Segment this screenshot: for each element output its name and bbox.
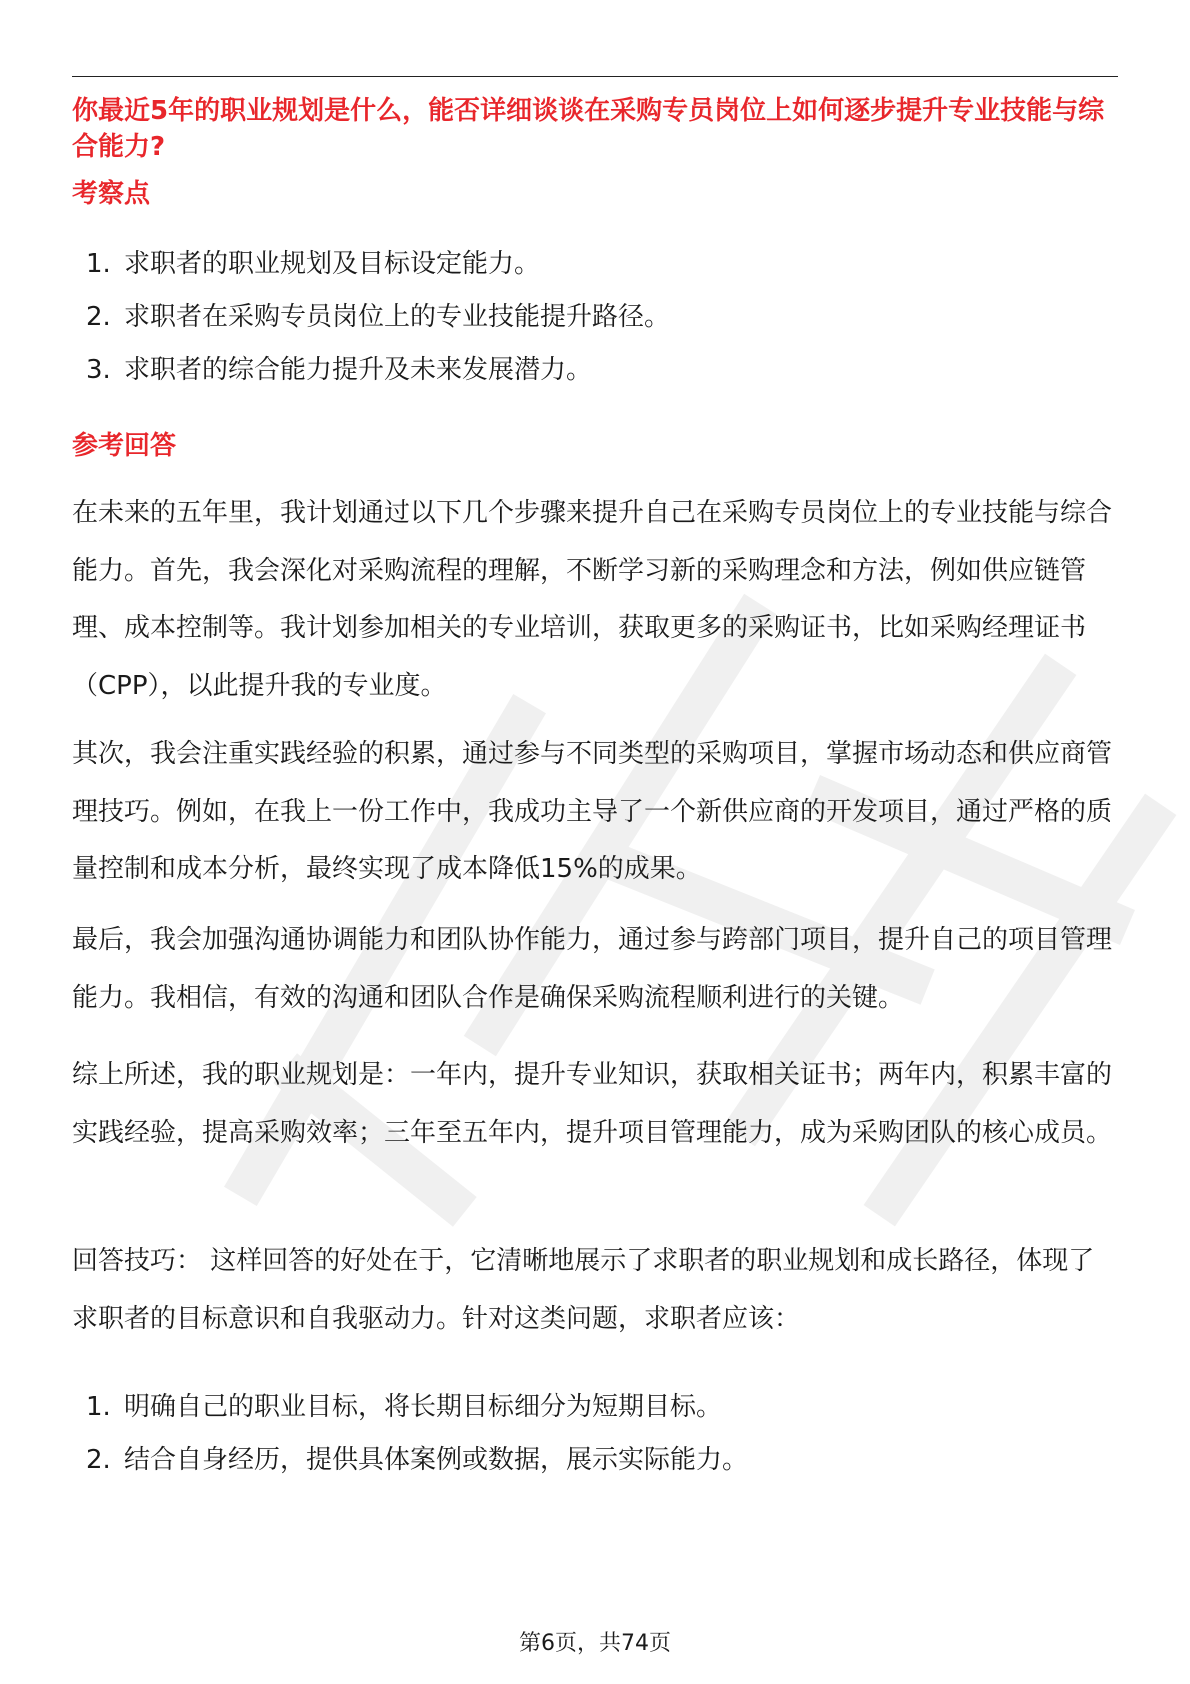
points-list <box>72 246 1118 388</box>
list-item <box>72 1389 1118 1425</box>
list-item <box>72 299 1118 335</box>
page-footer: 第6页，共74页 <box>519 1631 671 1656</box>
list-number: 1. <box>86 249 111 279</box>
list-number: 1. <box>86 1392 111 1422</box>
answer-paragraph: 其次，我会注重实践经验的积累，通过参与不同类型的采购项目，掌握市场动态和供应商管理技巧。例如，在我上一份工作中，我成功主导了一个新供应商的开发项目，通过严格的质量控制和成本分析，最终实现了成本降低15%的成果。 <box>72 739 1113 884</box>
answer-paragraph: 在未来的五年里，我计划通过以下几个步骤来提升自己在采购专员岗位上的专业技能与综合能力。首先，我会深化对采购流程的理解，不断学习新的采购理念和方法，例如供应链管理、成本控制等。我计划参加相关的专业培训，获取更多的采购证书，比如采购经理证书（CPP），以此提升我的专业度。 <box>72 498 1113 701</box>
list-text: 明确自己的职业目标，将长期目标细分为短期目标。 <box>124 1392 723 1422</box>
question-title: 你最近5年的职业规划是什么，能否详细谈谈在采购专员岗位上如何逐步提升专业技能与综合能力? <box>72 96 1105 162</box>
list-item <box>72 1442 1118 1478</box>
list-text: 求职者的职业规划及目标设定能力。 <box>124 249 541 279</box>
list-text: 求职者的综合能力提升及未来发展潜力。 <box>124 355 593 385</box>
list-item <box>72 352 1118 388</box>
list-number: 2. <box>86 1445 111 1475</box>
points-heading: 考察点 <box>72 179 151 209</box>
list-text: 结合自身经历，提供具体案例或数据，展示实际能力。 <box>124 1445 749 1475</box>
list-number: 3. <box>86 355 111 385</box>
list-text: 求职者在采购专员岗位上的专业技能提升路径。 <box>124 302 671 332</box>
list-item <box>72 246 1118 282</box>
list-number: 2. <box>86 302 111 332</box>
answer-paragraph: 最后，我会加强沟通协调能力和团队协作能力，通过参与跨部门项目，提升自己的项目管理能力。我相信，有效的沟通和团队合作是确保采购流程顺利进行的关键。 <box>72 925 1113 1013</box>
tips-list <box>72 1389 1118 1478</box>
answer-paragraph: 综上所述，我的职业规划是：一年内，提升专业知识，获取相关证书；两年内，积累丰富的实践经验，提高采购效率；三年至五年内，提升项目管理能力，成为采购团队的核心成员。 <box>72 1060 1113 1148</box>
tips-intro: 回答技巧： 这样回答的好处在于，它清晰地展示了求职者的职业规划和成长路径，体现了求职者的目标意识和自我驱动力。针对这类问题，求职者应该： <box>72 1246 1095 1334</box>
top-rule <box>72 76 1118 77</box>
answer-heading: 参考回答 <box>72 431 177 461</box>
